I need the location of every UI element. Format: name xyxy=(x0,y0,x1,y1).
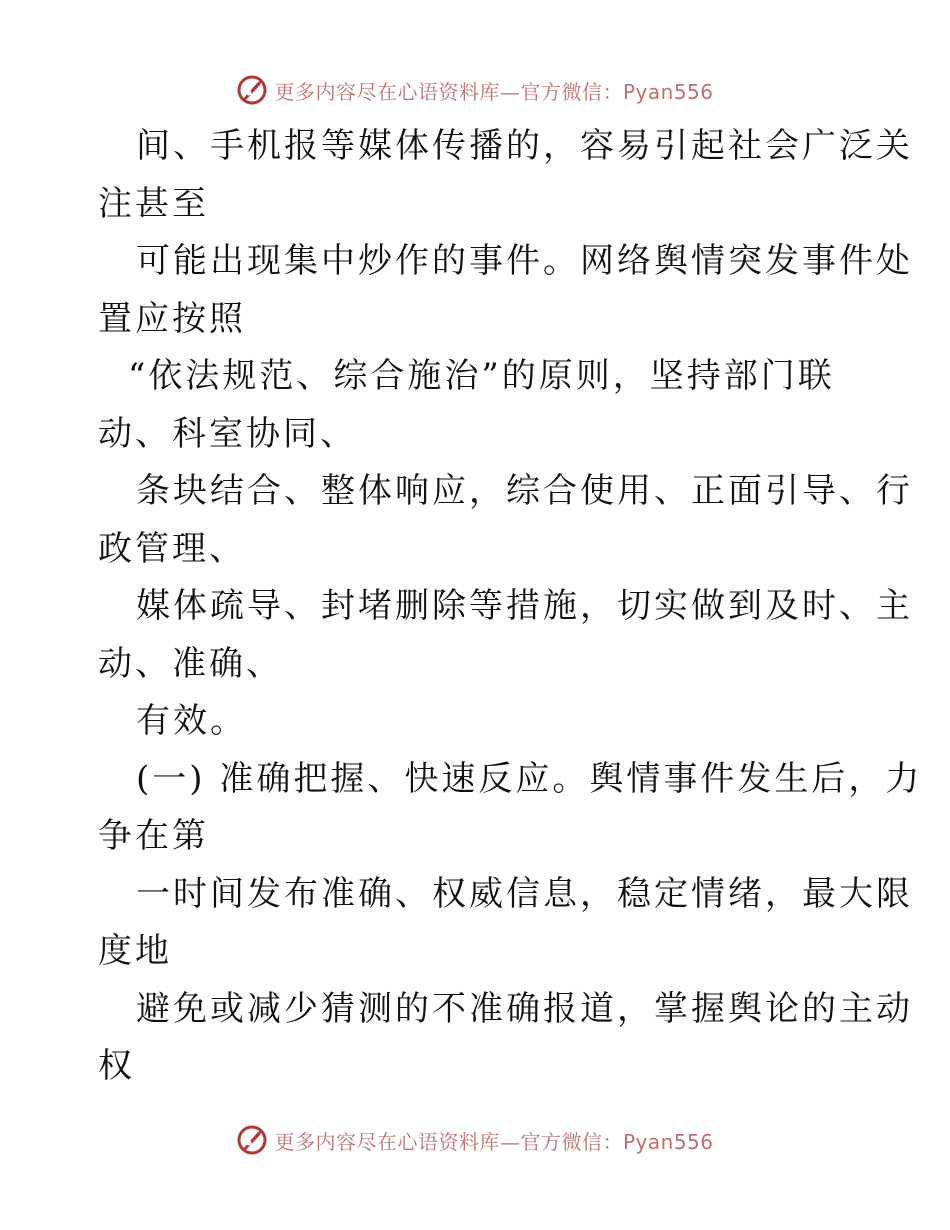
text-line: 可能出现集中炒作的事件。网络舆情突发事件处 xyxy=(136,241,913,281)
text-line: 条块结合、整体响应，综合使用、正面引导、行 xyxy=(136,471,913,511)
watermark-id: Pyan556 xyxy=(622,79,714,104)
text-line: “依法规范、综合施治”的原则，坚持部门联 xyxy=(128,356,835,396)
text-line: 政管理、 xyxy=(98,528,246,569)
text-line: 度地 xyxy=(98,931,172,971)
text-line: (一) 准确把握、快速反应。舆情事件发生后，力 xyxy=(136,758,923,799)
watermark-text xyxy=(274,1126,713,1155)
text-line: 媒体疏导、封堵删除等措施，切实做到及时、主 xyxy=(136,586,913,626)
text-line: 注甚至 xyxy=(98,183,209,224)
text-line: 间、手机报等媒体传播的，容易引起社会广泛关 xyxy=(136,126,913,166)
text-line: 争在第 xyxy=(98,816,209,856)
text-line: 置应按照 xyxy=(98,298,246,339)
text-line: 动、科室协同、 xyxy=(98,413,357,454)
document-body xyxy=(98,118,923,1096)
watermark-text xyxy=(274,76,713,105)
header-watermark xyxy=(0,70,950,110)
text-line: 有效。 xyxy=(136,701,247,741)
text-line: 一时间发布准确、权威信息，稳定情绪，最大限 xyxy=(136,873,913,914)
watermark-id: Pyan556 xyxy=(622,1129,714,1154)
watermark-prefix: 更多内容尽在心语资料库—官方微信： xyxy=(274,1129,623,1154)
text-line: 动、准确、 xyxy=(98,643,283,684)
quill-logo-icon xyxy=(236,1124,268,1156)
text-line: 避免或减少猜测的不准确报道，掌握舆论的主动 xyxy=(136,988,913,1029)
footer-watermark xyxy=(0,1120,950,1160)
text-line: 权 xyxy=(98,1046,135,1086)
watermark-prefix: 更多内容尽在心语资料库—官方微信： xyxy=(274,79,623,104)
quill-logo-icon xyxy=(236,74,268,106)
